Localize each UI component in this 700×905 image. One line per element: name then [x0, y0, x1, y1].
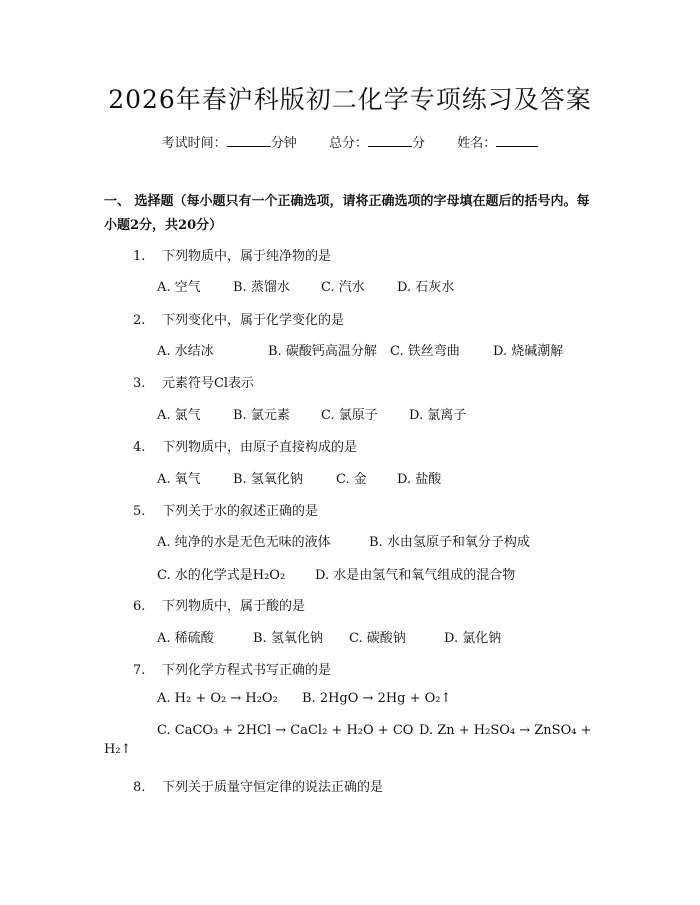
option-c: C. 汽水: [321, 280, 365, 295]
question-number: 2.: [133, 313, 146, 328]
option-d: D. 氯离子: [409, 408, 467, 423]
option-d: D. 烧碱潮解: [493, 344, 564, 359]
option-d: D. 盐酸: [397, 472, 442, 487]
option-c: C. 碳酸钠: [349, 631, 406, 646]
option-c: C. 水的化学式是H₂O₂: [157, 568, 286, 583]
question-4-options: [157, 468, 441, 487]
question-1-options: [157, 276, 454, 295]
question-text: 下列关于质量守恒定律的说法正确的是: [161, 780, 383, 795]
option-c: C. 铁丝弯曲: [390, 344, 460, 359]
question-text: 下列物质中，属于纯净物的是: [161, 249, 331, 264]
question-text: 下列关于水的叙述正确的是: [161, 504, 318, 519]
question-5-options-row1: [157, 531, 530, 550]
question-number: 1.: [133, 249, 146, 264]
name-blank: [496, 134, 538, 147]
question-text: 下列变化中，属于化学变化的是: [161, 313, 344, 328]
question-8: [133, 776, 383, 795]
question-2: [133, 309, 344, 328]
question-2-options: [157, 340, 563, 359]
option-a: A. 氯气: [157, 408, 201, 423]
question-number: 7.: [133, 663, 146, 678]
question-5: [133, 500, 318, 519]
option-c: C. CaCO₃ + 2HCl → CaCl₂ + H₂O + CO: [157, 723, 414, 738]
option-c: C. 氯原子: [321, 408, 378, 423]
page-title: 2026年春沪科版初二化学专项练习及答案: [108, 85, 592, 114]
question-number: 8.: [133, 780, 146, 795]
option-b: B. 碳酸钙高温分解: [268, 344, 377, 359]
option-a: A. 纯净的水是无色无味的液体: [157, 535, 331, 550]
question-number: 3.: [133, 376, 146, 391]
score-blank: [368, 134, 412, 147]
option-a: A. 稀硫酸: [157, 631, 214, 646]
option-d: D. 石灰水: [397, 280, 455, 295]
option-d: D. 氯化钠: [444, 631, 502, 646]
option-d: D. Zn + H₂SO₄ → ZnSO₄ +: [419, 723, 592, 738]
question-6: [133, 595, 305, 614]
question-number: 4.: [133, 440, 146, 455]
option-b: B. 水由氢原子和氧分子构成: [369, 535, 530, 550]
option-d: D. 水是由氢气和氧气组成的混合物: [315, 568, 516, 583]
option-b: B. 氢氧化钠: [233, 472, 303, 487]
question-text: 下列物质中，属于酸的是: [161, 599, 305, 614]
question-7-options-row2: [157, 723, 591, 738]
question-text: 下列物质中，由原子直接构成的是: [161, 440, 357, 455]
option-a: A. 空气: [157, 280, 201, 295]
question-3-options: [157, 404, 466, 423]
time-blank: [227, 134, 271, 147]
question-text: 下列化学方程式书写正确的是: [161, 663, 331, 678]
option-b: B. 2HgO → 2Hg + O₂↑: [302, 691, 452, 706]
question-text: 元素符号Cl表示: [161, 376, 255, 391]
option-a: A. H₂ + O₂ → H₂O₂: [157, 691, 278, 706]
option-a: A. 水结冰: [157, 344, 214, 359]
score-unit: 分: [412, 136, 426, 151]
question-number: 6.: [133, 599, 146, 614]
question-7-options-row1: [157, 691, 451, 706]
question-3: [133, 372, 254, 391]
question-4: [133, 436, 357, 455]
question-7: [133, 659, 331, 678]
option-a: A. 氧气: [157, 472, 201, 487]
name-label: 姓名：: [457, 136, 497, 151]
question-7-option-d-wrap: H₂↑: [104, 742, 132, 757]
question-6-options: [157, 627, 501, 646]
question-number: 5.: [133, 504, 146, 519]
time-label: 考试时间：: [161, 136, 227, 151]
option-c: C. 金: [336, 472, 367, 487]
option-b: B. 氯元素: [233, 408, 290, 423]
option-b: B. 蒸馏水: [233, 280, 290, 295]
time-unit: 分钟: [270, 136, 297, 151]
exam-info-line: [0, 132, 700, 151]
option-b: B. 氢氧化钠: [253, 631, 323, 646]
score-label: 总分：: [328, 136, 368, 151]
question-5-options-row2: [157, 564, 515, 583]
question-1: [133, 245, 331, 264]
section-heading: 一、 选择题（每小题只有一个正确选项，请将正确选项的字母填在题后的括号内。每小题2分，共20分）: [104, 194, 590, 233]
